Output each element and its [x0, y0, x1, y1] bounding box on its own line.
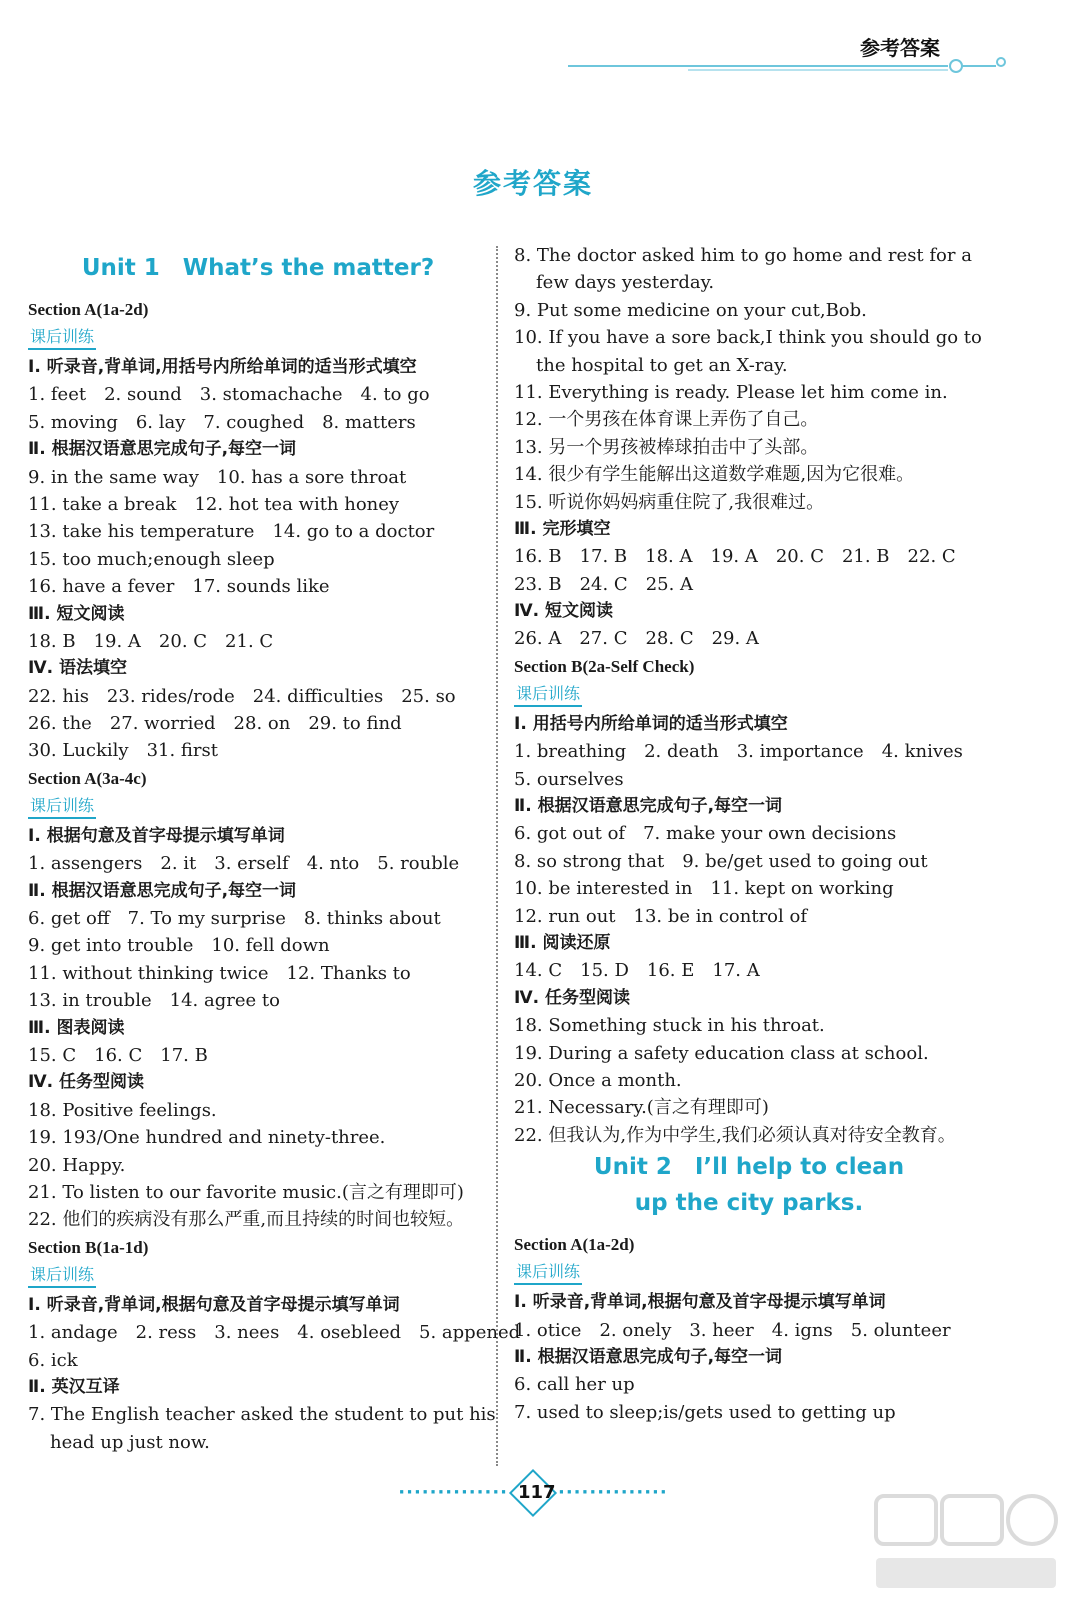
exercise-heading: Ⅱ. 英汉互译	[28, 1376, 120, 1397]
answer-line: 1. otice 2. onely 3. heer 4. igns 5. olunteer	[514, 1319, 951, 1341]
answer-line: 16. have a fever 17. sounds like	[28, 576, 330, 598]
section-heading: Section B(2a-Self Check)	[514, 656, 695, 676]
answer-line: 22. 他们的疾病没有那么严重,而且持续的时间也较短。	[28, 1209, 465, 1231]
answer-line: 1. feet 2. sound 3. stomachache 4. to go	[28, 384, 430, 406]
answer-line: 12. run out 13. be in control of	[514, 905, 808, 927]
answer-line: 9. Put some medicine on your cut,Bob.	[514, 299, 867, 321]
answer-line: 1. assengers 2. it 3. erself 4. nto 5. rouble	[28, 853, 460, 875]
answer-line: 18. Positive feelings.	[28, 1099, 217, 1121]
answer-line: 15. 听说你妈妈病重住院了,我很难过。	[514, 491, 825, 513]
exercise-heading: Ⅲ. 完形填空	[514, 518, 611, 539]
exercise-heading: Ⅱ. 根据汉语意思完成句子,每空一词	[28, 439, 297, 460]
answer-line: 9. in the same way 10. has a sore throat	[28, 466, 407, 488]
answer-line: 8. The doctor asked him to go home and rest for a	[514, 245, 972, 266]
answer-line: 23. B 24. C 25. A	[514, 573, 694, 595]
practice-tag: 课后训练	[28, 1264, 96, 1288]
answer-line: 5. ourselves	[514, 768, 624, 790]
answer-line: 1. andage 2. ress 3. nees 4. osebleed 5. appened	[28, 1322, 521, 1344]
exercise-heading: Ⅲ. 阅读还原	[514, 932, 611, 953]
answer-line: 12. 一个男孩在体育课上弄伤了自己。	[514, 409, 819, 431]
answer-line: 6. ick	[28, 1349, 78, 1371]
exercise-heading: Ⅲ. 图表阅读	[28, 1017, 125, 1038]
exercise-heading: Ⅳ. 任务型阅读	[28, 1072, 145, 1093]
answer-line: 6. get off 7. To my surprise 8. thinks about	[28, 908, 441, 930]
section-heading: Section A(1a-2d)	[514, 1235, 635, 1255]
header-line-decoration	[568, 56, 1008, 76]
exercise-heading: Ⅰ. 听录音,背单词,根据句意及首字母提示填写单词	[28, 1294, 400, 1315]
answer-line: 14. 很少有学生能解出这道数学难题,因为它很难。	[514, 464, 915, 486]
answer-line: 16. B 17. B 18. A 19. A 20. C 21. B 22. C	[514, 546, 956, 568]
answer-line: 13. take his temperature 14. go to a doctor	[28, 521, 435, 543]
page-number-diamond	[509, 1469, 557, 1517]
exercise-heading: Ⅱ. 根据汉语意思完成句子,每空一词	[28, 880, 297, 901]
answer-line: 10. be interested in 11. kept on working	[514, 878, 894, 900]
answer-line: head up just now.	[50, 1431, 210, 1453]
exercise-heading: Ⅳ. 语法填空	[28, 658, 128, 679]
answer-line: 15. too much;enough sleep	[28, 548, 275, 570]
exercise-heading: Ⅱ. 根据汉语意思完成句子,每空一词	[514, 1346, 783, 1367]
unit2-title-line2: up the city parks.	[634, 1190, 864, 1217]
answer-line: 30. Luckily 31. first	[28, 740, 218, 762]
practice-tag: 课后训练	[514, 683, 582, 707]
exercise-heading: Ⅰ. 根据句意及首字母提示填写单词	[28, 825, 285, 846]
answer-line: 26. the 27. worried 28. on 29. to find	[28, 713, 402, 735]
practice-tag: 课后训练	[28, 795, 96, 819]
answer-line: 21. To listen to our favorite music.(言之有理即可)	[28, 1181, 464, 1203]
page-number-text: 117	[518, 1482, 556, 1503]
answer-line: 11. without thinking twice 12. Thanks to	[28, 962, 411, 984]
answer-line: 20. Once a month.	[514, 1069, 682, 1091]
section-heading: Section A(3a-4c)	[28, 768, 147, 788]
watermark-logo	[866, 1488, 1066, 1600]
answer-line: 11. take a break 12. hot tea with honey	[28, 493, 400, 515]
answer-line: 19. During a safety education class at school.	[514, 1042, 929, 1064]
header-label: 参考答案	[860, 36, 940, 60]
answer-line: 13. in trouble 14. agree to	[28, 990, 280, 1012]
answer-line: 6. got out of 7. make your own decisions	[514, 823, 897, 845]
answer-line: 19. 193/One hundred and ninety-three.	[28, 1127, 386, 1149]
answer-line: 10. If you have a sore back,I think you should go to	[514, 327, 982, 349]
section-heading: Section B(1a-1d)	[28, 1237, 149, 1257]
exercise-heading: Ⅰ. 用括号内所给单词的适当形式填空	[514, 713, 788, 734]
answer-line: 13. 另一个男孩被棒球拍击中了头部。	[514, 436, 819, 458]
answer-line: 20. Happy.	[28, 1154, 126, 1176]
answer-line: 8. so strong that 9. be/get used to going out	[514, 850, 928, 872]
answer-line: 7. The English teacher asked the student to put his	[28, 1404, 496, 1426]
answer-line: 5. moving 6. lay 7. coughed 8. matters	[28, 411, 416, 433]
exercise-heading: Ⅱ. 根据汉语意思完成句子,每空一词	[514, 796, 783, 817]
section-heading: Section A(1a-2d)	[28, 300, 149, 319]
page-number-dots-left: ··············	[398, 1482, 508, 1503]
answer-line: 1. breathing 2. death 3. importance 4. knives	[514, 741, 963, 763]
page-number-dots-right: ··············	[558, 1482, 668, 1503]
page-title: 参考答案	[472, 167, 593, 200]
left-column	[28, 250, 521, 1456]
exercise-heading: Ⅲ. 短文阅读	[28, 603, 125, 624]
answer-line: 15. C 16. C 17. B	[28, 1044, 208, 1066]
answer-line: 26. A 27. C 28. C 29. A	[514, 628, 759, 650]
practice-tag: 课后训练	[28, 326, 96, 350]
exercise-heading: Ⅰ. 听录音,背单词,根据句意及首字母提示填写单词	[514, 1292, 886, 1313]
answer-line: 18. B 19. A 20. C 21. C	[28, 630, 274, 652]
answer-line: 18. Something stuck in his throat.	[514, 1015, 825, 1037]
exercise-heading: Ⅳ. 任务型阅读	[514, 987, 631, 1008]
unit2-title-line1: Unit 2 I’ll help to clean	[593, 1154, 905, 1181]
answer-line: 21. Necessary.(言之有理即可)	[514, 1097, 769, 1119]
answer-line: 9. get into trouble 10. fell down	[28, 935, 330, 957]
right-column	[514, 242, 984, 1426]
answer-line: the hospital to get an X-ray.	[536, 354, 788, 376]
answer-line: few days yesterday.	[536, 272, 715, 294]
answer-line: 7. used to sleep;is/gets used to getting up	[514, 1401, 896, 1423]
exercise-heading: Ⅳ. 短文阅读	[514, 601, 614, 622]
exercise-heading: Ⅰ. 听录音,背单词,用括号内所给单词的适当形式填空	[28, 357, 417, 377]
answer-line: 22. 但我认为,作为中学生,我们必须认真对待安全教育。	[514, 1124, 956, 1146]
unit1-title: Unit 1 What’s the matter?	[81, 255, 435, 281]
column-divider	[496, 246, 498, 1466]
answer-line: 14. C 15. D 16. E 17. A	[514, 960, 760, 982]
answer-line: 11. Everything is ready. Please let him come in.	[514, 381, 948, 403]
answer-line: 6. call her up	[514, 1374, 635, 1396]
practice-tag: 课后训练	[514, 1261, 582, 1285]
answer-line: 22. his 23. rides/rode 24. difficulties 25. so	[28, 685, 456, 707]
